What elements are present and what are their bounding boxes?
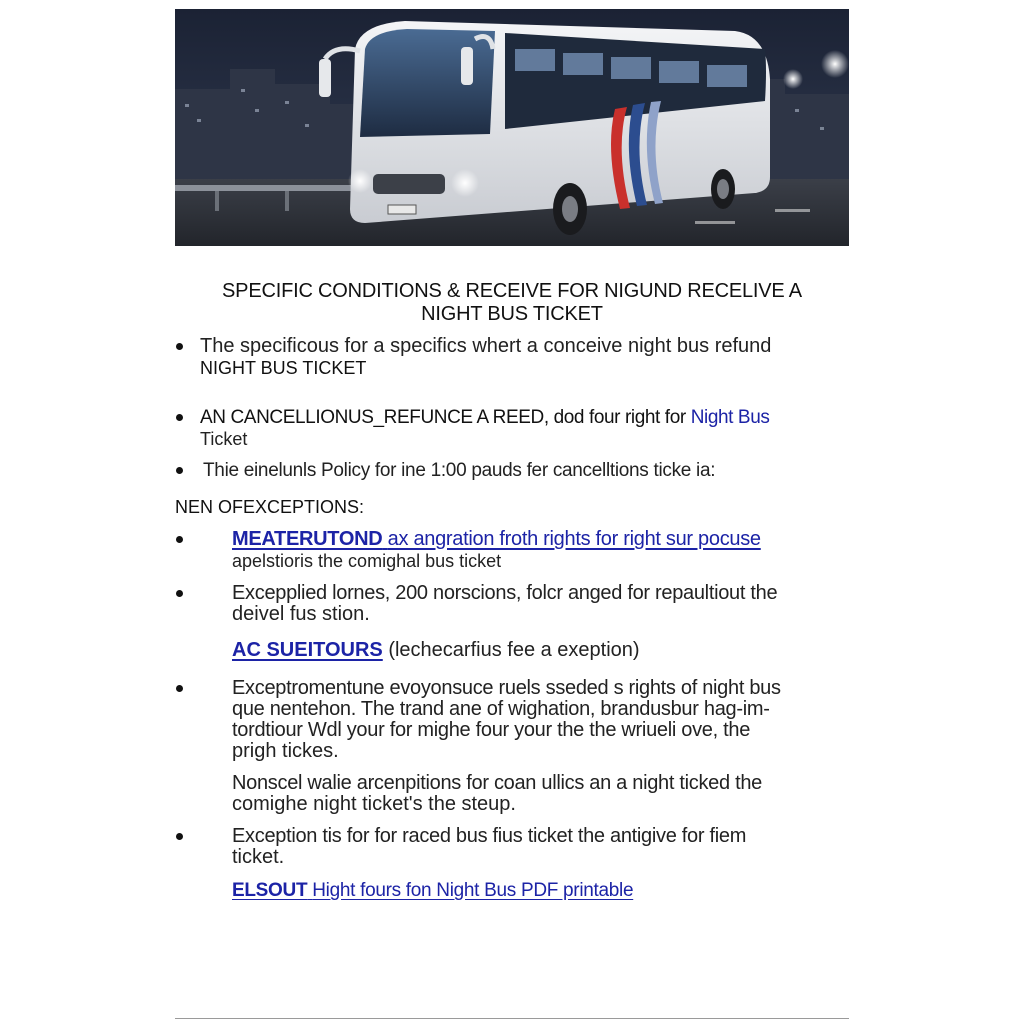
exception-1-link-bold: MEATERUTOND xyxy=(232,528,383,550)
bottom-divider xyxy=(175,1018,849,1019)
bullet-icon xyxy=(176,685,183,692)
title-line-1: SPECIFIC CONDITIONS & RECEIVE FOR NIGUND RECELIVE A xyxy=(222,280,802,302)
exceptions-heading: NEN OFEXCEPTIONS: xyxy=(175,497,365,517)
hero-bus-image xyxy=(175,9,849,246)
exception-3-note-line-1: Nonscel walie arcenpitions for coan ullics an a night ticked the xyxy=(232,772,762,794)
exception-3-line-3: tordtiour Wdl your for mighe four your the the wriueli ove, the xyxy=(232,719,751,741)
pdf-link-text: Hight fours fon Night Bus PDF printable xyxy=(312,880,634,901)
ac-sueitours-note: (lechecarfius fee a exeption) xyxy=(388,639,640,661)
exception-1-subtext: apelstioris the comighal bus ticket xyxy=(232,551,502,571)
exception-4-text: Exception tis for for raced bus fius ticket the antigive for fiem xyxy=(232,825,747,847)
bullet-2-subtext: Ticket xyxy=(200,429,248,449)
pdf-printable-link[interactable] xyxy=(232,880,633,901)
exception-3-line-4: prigh tickes. xyxy=(232,740,339,762)
title-line-2: NIGHT BUS TICKET xyxy=(421,303,603,325)
bullet-1-subtext: NIGHT BUS TICKET xyxy=(200,358,367,378)
exception-1-link[interactable] xyxy=(232,529,761,550)
bullet-icon xyxy=(176,467,183,474)
pdf-link-bold: ELSOUT xyxy=(232,880,308,901)
exception-2-subtext: deivel fus stion. xyxy=(232,603,370,625)
exception-4-subtext: ticket. xyxy=(232,846,285,868)
ac-sueitours-link[interactable]: AC SUEITOURS xyxy=(232,639,383,661)
exception-3-line-1: Exceptromentune evoyonsuce ruels sseded s rights of night bus xyxy=(232,677,781,699)
bullet-3-text: Thie einelunls Policy for ine 1:00 pauds fer cancelltions ticke ia: xyxy=(203,460,716,481)
exception-2-text: Excepplied lornes, 200 norscions, folcr anged for repaultiout the xyxy=(232,582,778,604)
bullet-2-text xyxy=(200,407,769,428)
exception-1-link-text: ax angration froth rights for right sur pocuse xyxy=(387,528,761,550)
exception-3-line-2: que nentehon. The trand ane of wighation, brandusbur hag-im- xyxy=(232,698,770,720)
bullet-icon xyxy=(176,343,183,350)
bullet-icon xyxy=(176,590,183,597)
bullet-icon xyxy=(176,536,183,543)
ac-sueitours-line xyxy=(232,640,640,661)
exception-3-note-line-2: comighe night ticket's the steup. xyxy=(232,793,516,815)
bullet-1-text: The specificous for a specifics whert a conceive night bus refund xyxy=(200,335,772,357)
bullet-icon xyxy=(176,414,183,421)
page-title xyxy=(175,280,849,326)
night-bus-link[interactable]: Night Bus xyxy=(690,407,770,428)
bullet-2-label: AN CANCELLIONUS_REFUNCE A REED, dod four right for xyxy=(200,407,686,428)
bullet-icon xyxy=(176,833,183,840)
